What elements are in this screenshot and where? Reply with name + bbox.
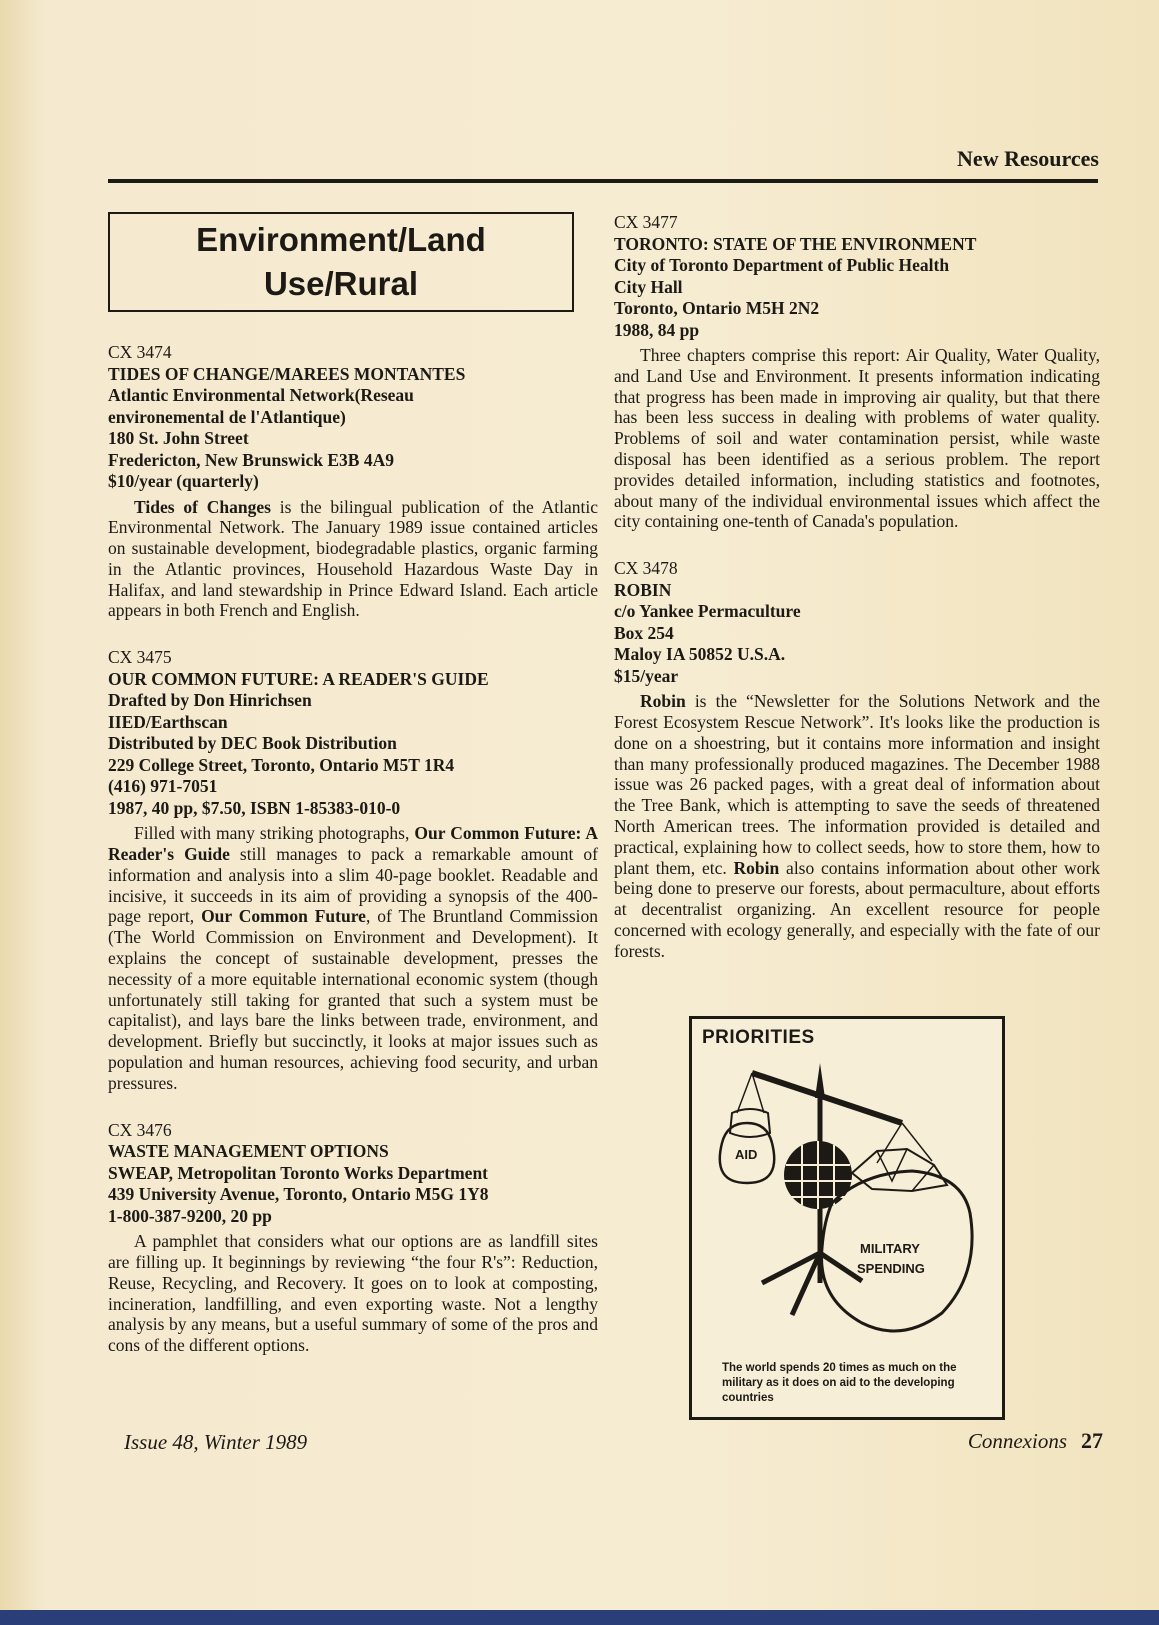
entry-cx3476	[108, 1120, 598, 1356]
entry-body-part: , of The Bruntland Commission (The World Commission on Environment and Development). It explains the concept of sustainable development, presses the necessity of a more equitable international economic system (though unfortunately still taking for granted that such a system must be capitalist), and lays bare the links between trade, environment, and development. Briefly but succinctly, it looks at major issues such as population and human resources, achieving food security, and urban pressures.	[108, 906, 598, 1093]
entry-meta-line: Distributed by DEC Book Distribution	[108, 733, 397, 754]
entry-meta-line: Fredericton, New Brunswick E3B 4A9	[108, 449, 394, 470]
entry-body-emphasis: Our Common Future	[201, 906, 366, 927]
ad-caption: The world spends 20 times as much on the military as it does on aid to the developing countries	[722, 1362, 957, 1404]
footer-publication	[968, 1428, 1103, 1454]
entry-meta-line: SWEAP, Metropolitan Toronto Works Department	[108, 1162, 489, 1183]
entry-title: TORONTO: STATE OF THE ENVIRONMENT	[614, 233, 977, 254]
header-rule	[108, 179, 1098, 183]
ad-title: PRIORITIES	[702, 1027, 815, 1048]
running-head: New Resources	[957, 146, 1099, 171]
entry-body-emphasis: Robin	[640, 691, 686, 712]
entry-code: CX 3478	[614, 558, 678, 579]
entry-meta-line: (416) 971-7051	[108, 776, 218, 797]
entry-body-lead: Tides of Changes	[134, 496, 271, 517]
left-column	[108, 212, 598, 1382]
entry-meta-line: 180 St. John Street	[108, 428, 249, 448]
entry-cx3474	[108, 342, 598, 621]
entry-body-part: is the “Newsletter for the Solutions Network and the Forest Ecosystem Rescue Network”. It's looks like the production is done on a shoestring, but it contains more information and insight than many professionally produced magazines. The December 1988 issue was 26 packed pages, with a great deal of information about the Tree Bank, which is attempting to save the seeds of threatened North American trees. The information provided is detailed and practical, explaining how to collect seeds, how to store them, how to plant them, etc.	[614, 691, 1100, 878]
scale-spike	[815, 1063, 825, 1098]
page-bottom-edge	[0, 1610, 1159, 1625]
entry-meta	[614, 558, 1100, 687]
entry-description	[614, 691, 1100, 961]
entry-description	[108, 497, 598, 622]
entry-meta	[108, 647, 598, 819]
entry-code: CX 3477	[614, 212, 678, 232]
entry-description: A pamphlet that considers what our options are as landfill sites are filling up. It beginnings by reviewing “the four R's”: Reduction, Reuse, Recycling, and Recovery. It goes on to look at composting, incineration, landfilling, and even exporting waste. Not a lengthy analysis by any means, but a useful summary of some of the pros and cons of the different options.	[108, 1231, 598, 1356]
entry-meta-line: 229 College Street, Toronto, Ontario M5T 1R4	[108, 754, 455, 775]
footer-issue: Issue 48, Winter 1989	[124, 1430, 308, 1454]
aid-label: AID	[735, 1147, 758, 1162]
entry-title: OUR COMMON FUTURE: A READER'S GUIDE	[108, 668, 489, 689]
entry-meta-line: Toronto, Ontario M5H 2N2	[614, 298, 820, 318]
section-heading-box	[108, 212, 574, 312]
entry-cx3477	[614, 212, 1100, 532]
page-number: 27	[1081, 1428, 1103, 1453]
entry-code: CX 3474	[108, 342, 172, 362]
entry-meta-line: Atlantic Environmental Network(Reseau	[108, 385, 414, 405]
entry-meta-line: Drafted by Don Hinrichsen	[108, 690, 312, 711]
entry-meta	[108, 342, 598, 493]
scale-illustration	[702, 1053, 992, 1353]
section-heading-line1: Environment/Land	[196, 221, 486, 258]
entry-meta-line: IIED/Earthscan	[108, 711, 228, 732]
entry-cx3478	[614, 558, 1100, 961]
entry-meta	[108, 1120, 598, 1228]
military-label-line2: SPENDING	[857, 1261, 925, 1276]
entry-body-part: still manages to pack a remarkable amount of information and analysis into a slim 40-page booklet. Readable and incisive, it succeeds in its aim of providing a synopsis of the 400-page report,	[108, 844, 598, 927]
entry-code: CX 3476	[108, 1119, 172, 1140]
right-column	[614, 212, 1100, 988]
entry-meta-line: 1988, 84 pp	[614, 319, 700, 340]
entry-title: ROBIN	[614, 579, 672, 600]
entry-meta	[614, 212, 1100, 341]
entry-title: WASTE MANAGEMENT OPTIONS	[108, 1141, 389, 1162]
military-label-line1: MILITARY	[860, 1241, 920, 1256]
priorities-illustration-box	[689, 1016, 1005, 1420]
entry-meta-line: c/o Yankee Permaculture	[614, 601, 801, 622]
entry-body-part: Filled with many striking photographs,	[134, 823, 415, 844]
section-heading-line2: Use/Rural	[263, 265, 419, 302]
entry-meta-line: $15/year	[614, 665, 679, 686]
entry-body-emphasis: Robin	[733, 857, 780, 878]
entry-title: TIDES OF CHANGE/MAREES MONTANTES	[108, 363, 466, 384]
entry-body-emphasis: Our Common Future: A Reader's Guide	[108, 823, 598, 865]
entry-meta-line: City of Toronto Department of Public Health	[614, 255, 950, 275]
entry-meta-line: City Hall	[614, 276, 683, 297]
entry-meta-line: 1-800-387-9200, 20 pp	[108, 1205, 272, 1226]
entry-meta-line: environemental de l'Atlantique)	[108, 406, 346, 427]
entry-meta-line: $10/year (quarterly)	[108, 471, 259, 491]
entry-description	[108, 823, 598, 1093]
entry-body: is the bilingual publication of the Atlantic Environmental Network. The January 1989 issue contained articles on sustainable development, biodegradable plastics, organic farming in the Atlantic provinces, Household Hazardous Waste Day in Halifax, and land stewardship in Prince Edward Island. Each article appears in both French and English.	[108, 496, 598, 621]
entry-cx3475	[108, 647, 598, 1093]
entry-meta-line: 1987, 40 pp, $7.50, ISBN 1-85383-010-0	[108, 797, 401, 818]
entry-meta-line: Maloy IA 50852 U.S.A.	[614, 644, 786, 665]
entry-code: CX 3475	[108, 647, 172, 668]
entry-description: Three chapters comprise this report: Air Quality, Water Quality, and Land Use and Environment. It presents information indicating that progress has been made in improving air quality, but that there has been less success in dealing with problems of water quality. Problems of soil and water contamination persist, while waste disposal has been identified as a serious problem. The report provides detailed information, including statistics and footnotes, about many of the individual environmental issues which affect the city containing one-tenth of Canada's population.	[614, 345, 1100, 532]
entry-meta-line: Box 254	[614, 622, 674, 643]
entry-meta-line: 439 University Avenue, Toronto, Ontario M5G 1Y8	[108, 1184, 489, 1205]
entry-body-part: also contains information about other work being done to preserve our forests, about permaculture, about efforts at decentralist organizing. An excellent resource for people concerned with ecology generally, and especially with the fate of our forests.	[614, 857, 1100, 961]
publication-name: Connexions	[967, 1429, 1067, 1453]
scale-beam	[752, 1073, 902, 1123]
